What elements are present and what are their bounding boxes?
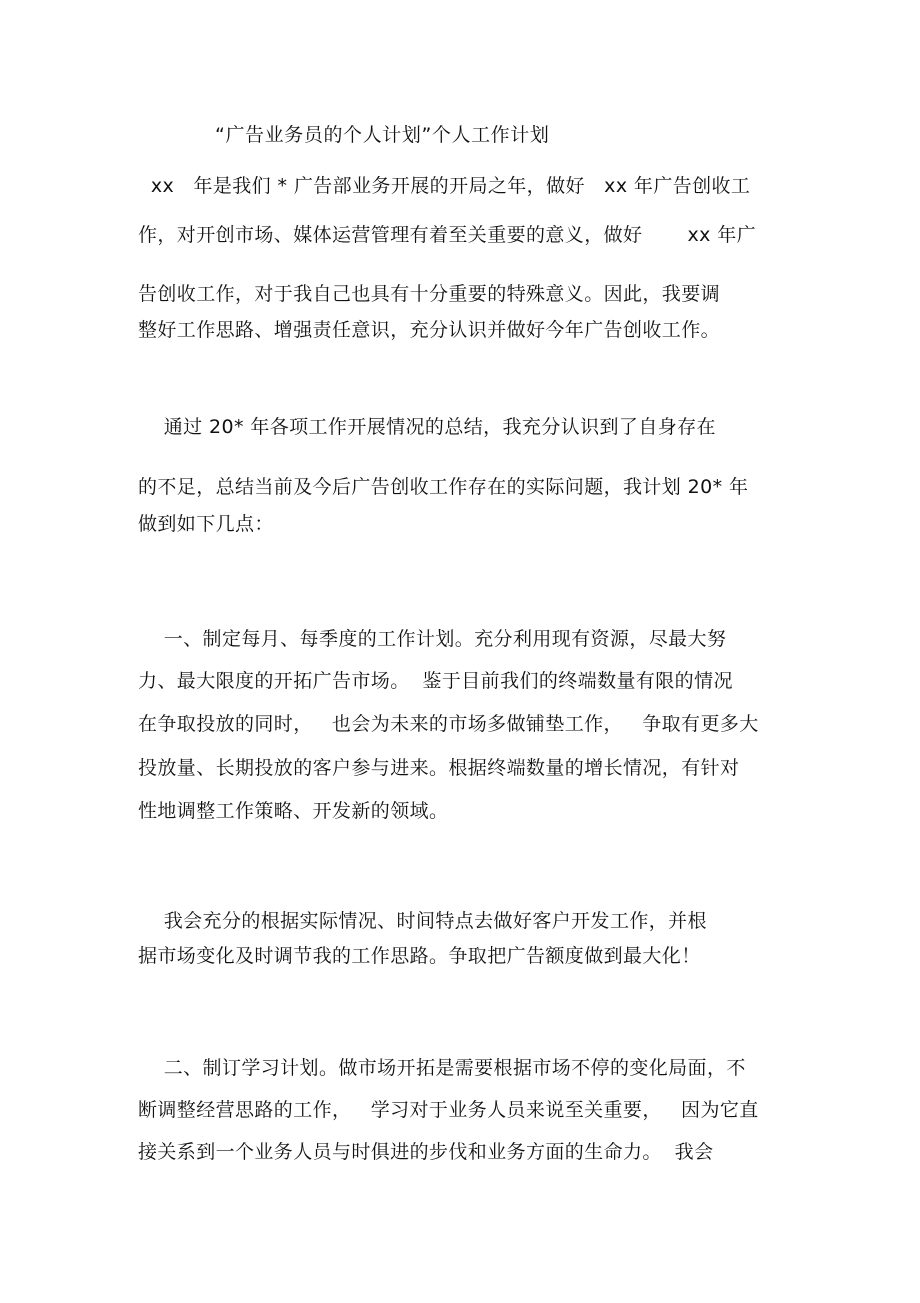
paragraph-3-line-4: 投放量、长期投放的客户参与进来。根据终端数量的增长情况，有针对 xyxy=(138,757,740,779)
paragraph-3-line-3: 在争取投放的同时， 也会为未来的市场多做铺垫工作， 争取有更多大 xyxy=(138,713,759,735)
paragraph-3-line-2: 力、最大限度的开拓广告市场。 鉴于目前我们的终端数量有限的情况 xyxy=(138,670,733,692)
paragraph-5-line-3: 接关系到一个业务人员与时俱进的步伐和业务方面的生命力。 我会 xyxy=(138,1141,714,1163)
paragraph-2-line-1: 通过 20* 年各项工作开展情况的总结，我充分认识到了自身存在 xyxy=(138,416,716,438)
paragraph-1-line-1: xx 年是我们 * 广告部业务开展的开局之年，做好 xx 年广告创收工 xyxy=(138,175,751,197)
paragraph-1-line-3: 告创收工作，对于我自己也具有十分重要的特殊意义。因此，我要调 xyxy=(138,283,721,305)
paragraph-1-line-4: 整好工作思路、增强责任意识，充分认识并做好今年广告创收工作。 xyxy=(138,319,721,341)
document-title: “广告业务员的个人计划”个人工作计划 xyxy=(215,124,550,146)
paragraph-2-line-2: 的不足，总结当前及今后广告创收工作存在的实际问题，我计划 20* 年 xyxy=(138,476,749,498)
paragraph-4-line-1: 我会充分的根据实际情况、时间特点去做好客户开发工作，并根 xyxy=(138,910,707,932)
paragraph-1-line-2: 作，对开创市场、媒体运营管理有着至关重要的意义，做好 xx 年广 xyxy=(138,224,757,246)
paragraph-5-line-1: 二、制订学习计划。做市场开拓是需要根据市场不停的变化局面，不 xyxy=(138,1057,746,1079)
paragraph-5-line-2: 断调整经营思路的工作， 学习对于业务人员来说至关重要， 因为它直 xyxy=(138,1099,759,1121)
paragraph-2-line-3: 做到如下几点： xyxy=(138,513,274,535)
paragraph-3-line-5: 性地调整工作策略、开发新的领域。 xyxy=(138,800,449,822)
paragraph-4-line-2: 据市场变化及时调节我的工作思路。争取把广告额度做到最大化！ xyxy=(138,945,701,967)
paragraph-3-line-1: 一、制定每月、每季度的工作计划。充分利用现有资源，尽最大努 xyxy=(138,628,727,650)
